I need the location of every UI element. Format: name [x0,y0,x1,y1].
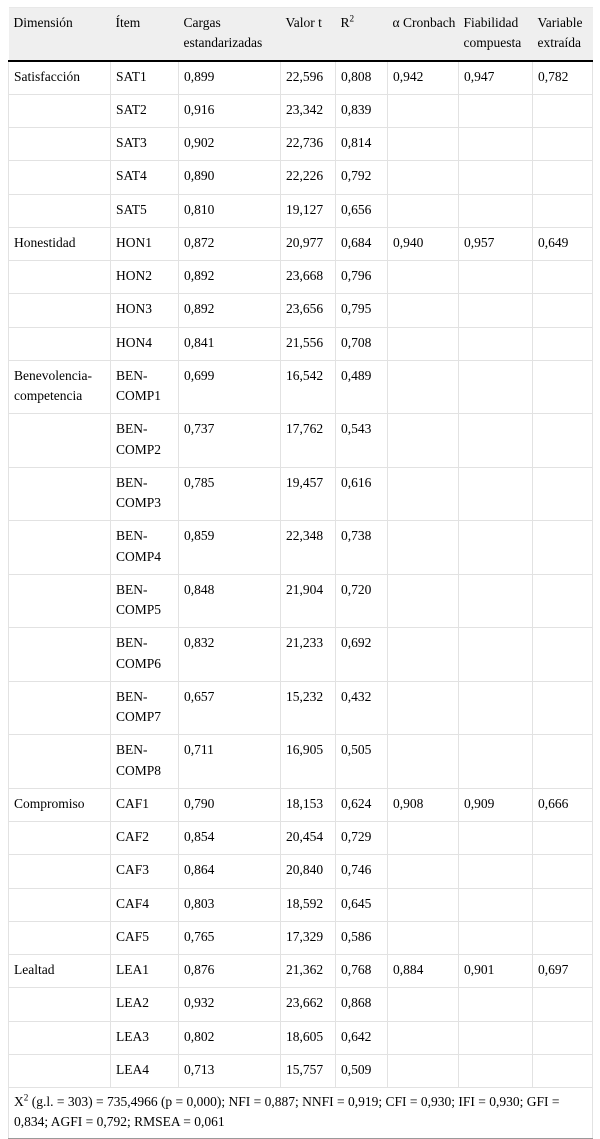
cell-item: CAF5 [111,921,179,954]
cell-fiabilidad [459,888,533,921]
cell-valor-t: 20,840 [281,855,336,888]
table-row [9,327,593,360]
cell-variable [533,360,593,414]
cell-r2: 0,656 [336,194,388,227]
cell-item: BEN-COMP4 [111,521,179,575]
table-row [9,128,593,161]
cell-cargas: 0,765 [179,921,281,954]
cell-r2: 0,808 [336,61,388,95]
cell-fiabilidad [459,467,533,521]
cell-r2: 0,624 [336,788,388,821]
cell-dimension [9,327,111,360]
cell-variable [533,521,593,575]
table-body [9,61,593,1088]
cell-cargas: 0,785 [179,467,281,521]
cell-variable [533,628,593,682]
cell-valor-t: 23,662 [281,988,336,1021]
cell-variable [533,888,593,921]
table-row [9,628,593,682]
table-row [9,467,593,521]
cell-r2: 0,720 [336,574,388,628]
cell-variable [533,735,593,789]
cell-r2: 0,586 [336,921,388,954]
cell-alpha: 0,940 [388,227,459,260]
cell-r2: 0,729 [336,822,388,855]
cell-r2: 0,509 [336,1054,388,1087]
cell-valor-t: 16,542 [281,360,336,414]
cell-item: BEN-COMP7 [111,681,179,735]
cell-cargas: 0,711 [179,735,281,789]
cell-item: BEN-COMP8 [111,735,179,789]
cell-alpha [388,521,459,575]
cell-dimension: Satisfacción [9,61,111,95]
cell-dimension: Compromiso [9,788,111,821]
cell-valor-t: 18,153 [281,788,336,821]
cell-item: BEN-COMP3 [111,467,179,521]
cell-fiabilidad [459,988,533,1021]
table-row [9,988,593,1021]
cell-valor-t: 20,454 [281,822,336,855]
cell-dimension: Honestidad [9,227,111,260]
cell-variable [533,261,593,294]
table-row [9,1054,593,1087]
table-row [9,360,593,414]
col-header-r2 [336,8,388,61]
cell-fiabilidad [459,822,533,855]
cell-fiabilidad [459,161,533,194]
cell-dimension [9,294,111,327]
col-header-dimension: Dimensión [9,8,111,61]
cell-cargas: 0,859 [179,521,281,575]
header-row [9,8,593,61]
cell-dimension [9,988,111,1021]
cell-valor-t: 22,596 [281,61,336,95]
cell-valor-t: 15,757 [281,1054,336,1087]
cell-item: HON3 [111,294,179,327]
cell-valor-t: 23,342 [281,94,336,127]
cell-alpha [388,888,459,921]
cell-cargas: 0,713 [179,1054,281,1087]
cell-variable [533,194,593,227]
cell-variable [533,822,593,855]
cell-alpha [388,360,459,414]
cell-r2: 0,768 [336,955,388,988]
cell-fiabilidad [459,128,533,161]
cell-item: SAT3 [111,128,179,161]
cell-item: CAF3 [111,855,179,888]
cell-fiabilidad [459,855,533,888]
cell-alpha [388,1021,459,1054]
cell-dimension [9,128,111,161]
table-row [9,822,593,855]
cell-item: HON2 [111,261,179,294]
chi-square-superscript: 2 [23,1092,29,1103]
table-row [9,94,593,127]
cell-cargas: 0,810 [179,194,281,227]
cell-r2: 0,746 [336,855,388,888]
cell-item: SAT5 [111,194,179,227]
cell-r2: 0,792 [336,161,388,194]
cell-variable [533,128,593,161]
col-header-variable-extraida: Variable extraída [533,8,593,61]
cell-fiabilidad [459,414,533,468]
table-row [9,1021,593,1054]
cell-item: HON1 [111,227,179,260]
cell-dimension [9,94,111,127]
cell-r2: 0,738 [336,521,388,575]
table-row [9,61,593,95]
cell-item: LEA1 [111,955,179,988]
cell-fiabilidad [459,261,533,294]
cell-fiabilidad [459,628,533,682]
cell-fiabilidad [459,735,533,789]
cell-r2: 0,684 [336,227,388,260]
cell-item: CAF1 [111,788,179,821]
cell-cargas: 0,899 [179,61,281,95]
cell-dimension [9,921,111,954]
cell-variable [533,1021,593,1054]
cell-variable: 0,782 [533,61,593,95]
cell-r2: 0,543 [336,414,388,468]
cell-cargas: 0,841 [179,327,281,360]
cell-dimension [9,628,111,682]
cell-cargas: 0,864 [179,855,281,888]
cell-variable [533,294,593,327]
cell-variable: 0,697 [533,955,593,988]
cell-cargas: 0,890 [179,161,281,194]
cell-dimension [9,1021,111,1054]
cell-dimension [9,735,111,789]
cell-r2: 0,692 [336,628,388,682]
fit-indices-note [9,1088,593,1139]
table-header [9,8,593,61]
r2-superscript: 2 [349,13,355,24]
col-header-item: Ítem [111,8,179,61]
col-header-fiabilidad: Fiabilidad compuesta [459,8,533,61]
cell-alpha [388,735,459,789]
cell-alpha [388,194,459,227]
cell-valor-t: 21,556 [281,327,336,360]
cell-alpha [388,414,459,468]
cell-variable: 0,666 [533,788,593,821]
cell-valor-t: 22,736 [281,128,336,161]
col-header-cargas: Cargas estandarizadas [179,8,281,61]
cell-item: SAT2 [111,94,179,127]
cell-alpha [388,988,459,1021]
cell-alpha [388,681,459,735]
cell-item: BEN-COMP2 [111,414,179,468]
cell-fiabilidad [459,360,533,414]
table-row [9,921,593,954]
table-row [9,227,593,260]
cell-fiabilidad [459,921,533,954]
cell-alpha [388,161,459,194]
cell-variable [533,921,593,954]
cell-r2: 0,708 [336,327,388,360]
cell-variable [533,855,593,888]
cell-variable [533,327,593,360]
cell-valor-t: 23,656 [281,294,336,327]
cell-fiabilidad: 0,909 [459,788,533,821]
cell-alpha [388,921,459,954]
table-footer [9,1088,593,1139]
cell-cargas: 0,737 [179,414,281,468]
cell-cargas: 0,848 [179,574,281,628]
cell-dimension [9,822,111,855]
cell-alpha: 0,884 [388,955,459,988]
table-row [9,161,593,194]
cell-r2: 0,489 [336,360,388,414]
cell-dimension [9,161,111,194]
cell-fiabilidad [459,1021,533,1054]
cell-dimension [9,414,111,468]
cell-dimension [9,681,111,735]
cell-variable [533,467,593,521]
cell-r2: 0,795 [336,294,388,327]
cell-alpha [388,327,459,360]
cell-alpha [388,628,459,682]
cell-valor-t: 23,668 [281,261,336,294]
table-row [9,955,593,988]
cell-dimension [9,521,111,575]
cell-variable: 0,649 [533,227,593,260]
cell-r2: 0,814 [336,128,388,161]
cell-cargas: 0,699 [179,360,281,414]
cell-fiabilidad [459,94,533,127]
cell-dimension [9,888,111,921]
cell-alpha [388,574,459,628]
cell-valor-t: 17,762 [281,414,336,468]
footer-row [9,1088,593,1139]
cell-dimension [9,194,111,227]
cell-valor-t: 21,904 [281,574,336,628]
cell-item: CAF2 [111,822,179,855]
cell-valor-t: 16,905 [281,735,336,789]
table-row [9,261,593,294]
cell-fiabilidad [459,521,533,575]
cell-item: BEN-COMP6 [111,628,179,682]
cell-fiabilidad [459,681,533,735]
cell-dimension: Lealtad [9,955,111,988]
cell-item: LEA2 [111,988,179,1021]
cell-item: SAT4 [111,161,179,194]
cell-variable [533,988,593,1021]
cell-cargas: 0,657 [179,681,281,735]
cell-cargas: 0,916 [179,94,281,127]
cell-item: BEN-COMP5 [111,574,179,628]
chi-square-base: X [14,1094,24,1109]
cell-cargas: 0,854 [179,822,281,855]
cell-dimension: Benevolencia-competencia [9,360,111,414]
measurement-model-table [8,7,593,1139]
cell-valor-t: 18,592 [281,888,336,921]
cell-variable [533,94,593,127]
cell-item: BEN-COMP1 [111,360,179,414]
cell-item: SAT1 [111,61,179,95]
table-row [9,888,593,921]
cell-r2: 0,505 [336,735,388,789]
cell-alpha [388,467,459,521]
col-header-alpha-cronbach: α Cronbach [388,8,459,61]
cell-fiabilidad [459,1054,533,1087]
table-row [9,574,593,628]
cell-variable [533,1054,593,1087]
cell-r2: 0,432 [336,681,388,735]
cell-alpha [388,1054,459,1087]
cell-alpha: 0,942 [388,61,459,95]
cell-alpha [388,128,459,161]
cell-r2: 0,645 [336,888,388,921]
cell-r2: 0,868 [336,988,388,1021]
cell-fiabilidad [459,194,533,227]
cell-valor-t: 19,457 [281,467,336,521]
cell-cargas: 0,872 [179,227,281,260]
cell-dimension [9,467,111,521]
cell-dimension [9,261,111,294]
cell-fiabilidad [459,574,533,628]
cell-cargas: 0,790 [179,788,281,821]
cell-item: CAF4 [111,888,179,921]
cell-cargas: 0,803 [179,888,281,921]
cell-variable [533,574,593,628]
cell-valor-t: 22,226 [281,161,336,194]
cell-cargas: 0,832 [179,628,281,682]
cell-item: LEA3 [111,1021,179,1054]
cell-variable [533,161,593,194]
table-row [9,788,593,821]
fit-indices-text: (g.l. = 303) = 735,4966 (p = 0,000); NFI = 0,887; NNFI = 0,919; CFI = 0,930; IFI = 0,930; GFI = 0,834; AGFI = 0,792; RMSEA = 0,061 [14,1094,560,1130]
table-row [9,194,593,227]
table-row [9,735,593,789]
r2-base: R [340,15,350,30]
cell-valor-t: 21,233 [281,628,336,682]
cell-fiabilidad: 0,901 [459,955,533,988]
table-row [9,855,593,888]
cell-item: LEA4 [111,1054,179,1087]
cell-valor-t: 19,127 [281,194,336,227]
cell-valor-t: 21,362 [281,955,336,988]
cell-r2: 0,642 [336,1021,388,1054]
cell-r2: 0,616 [336,467,388,521]
cell-item: HON4 [111,327,179,360]
cell-alpha [388,855,459,888]
cell-r2: 0,839 [336,94,388,127]
cell-dimension [9,574,111,628]
cell-alpha: 0,908 [388,788,459,821]
cell-valor-t: 20,977 [281,227,336,260]
cell-cargas: 0,902 [179,128,281,161]
table-row [9,414,593,468]
cell-cargas: 0,892 [179,294,281,327]
table-row [9,521,593,575]
cell-alpha [388,822,459,855]
cell-cargas: 0,876 [179,955,281,988]
cell-valor-t: 17,329 [281,921,336,954]
cell-cargas: 0,932 [179,988,281,1021]
cell-cargas: 0,802 [179,1021,281,1054]
cell-valor-t: 15,232 [281,681,336,735]
table-row [9,294,593,327]
cell-alpha [388,294,459,327]
cell-alpha [388,94,459,127]
cell-dimension [9,1054,111,1087]
table-row [9,681,593,735]
cell-fiabilidad [459,327,533,360]
cell-valor-t: 18,605 [281,1021,336,1054]
cell-fiabilidad [459,294,533,327]
cell-alpha [388,261,459,294]
cell-fiabilidad: 0,957 [459,227,533,260]
cell-variable [533,681,593,735]
col-header-valor-t: Valor t [281,8,336,61]
cell-valor-t: 22,348 [281,521,336,575]
cell-variable [533,414,593,468]
cell-fiabilidad: 0,947 [459,61,533,95]
cell-r2: 0,796 [336,261,388,294]
cell-dimension [9,855,111,888]
cell-cargas: 0,892 [179,261,281,294]
